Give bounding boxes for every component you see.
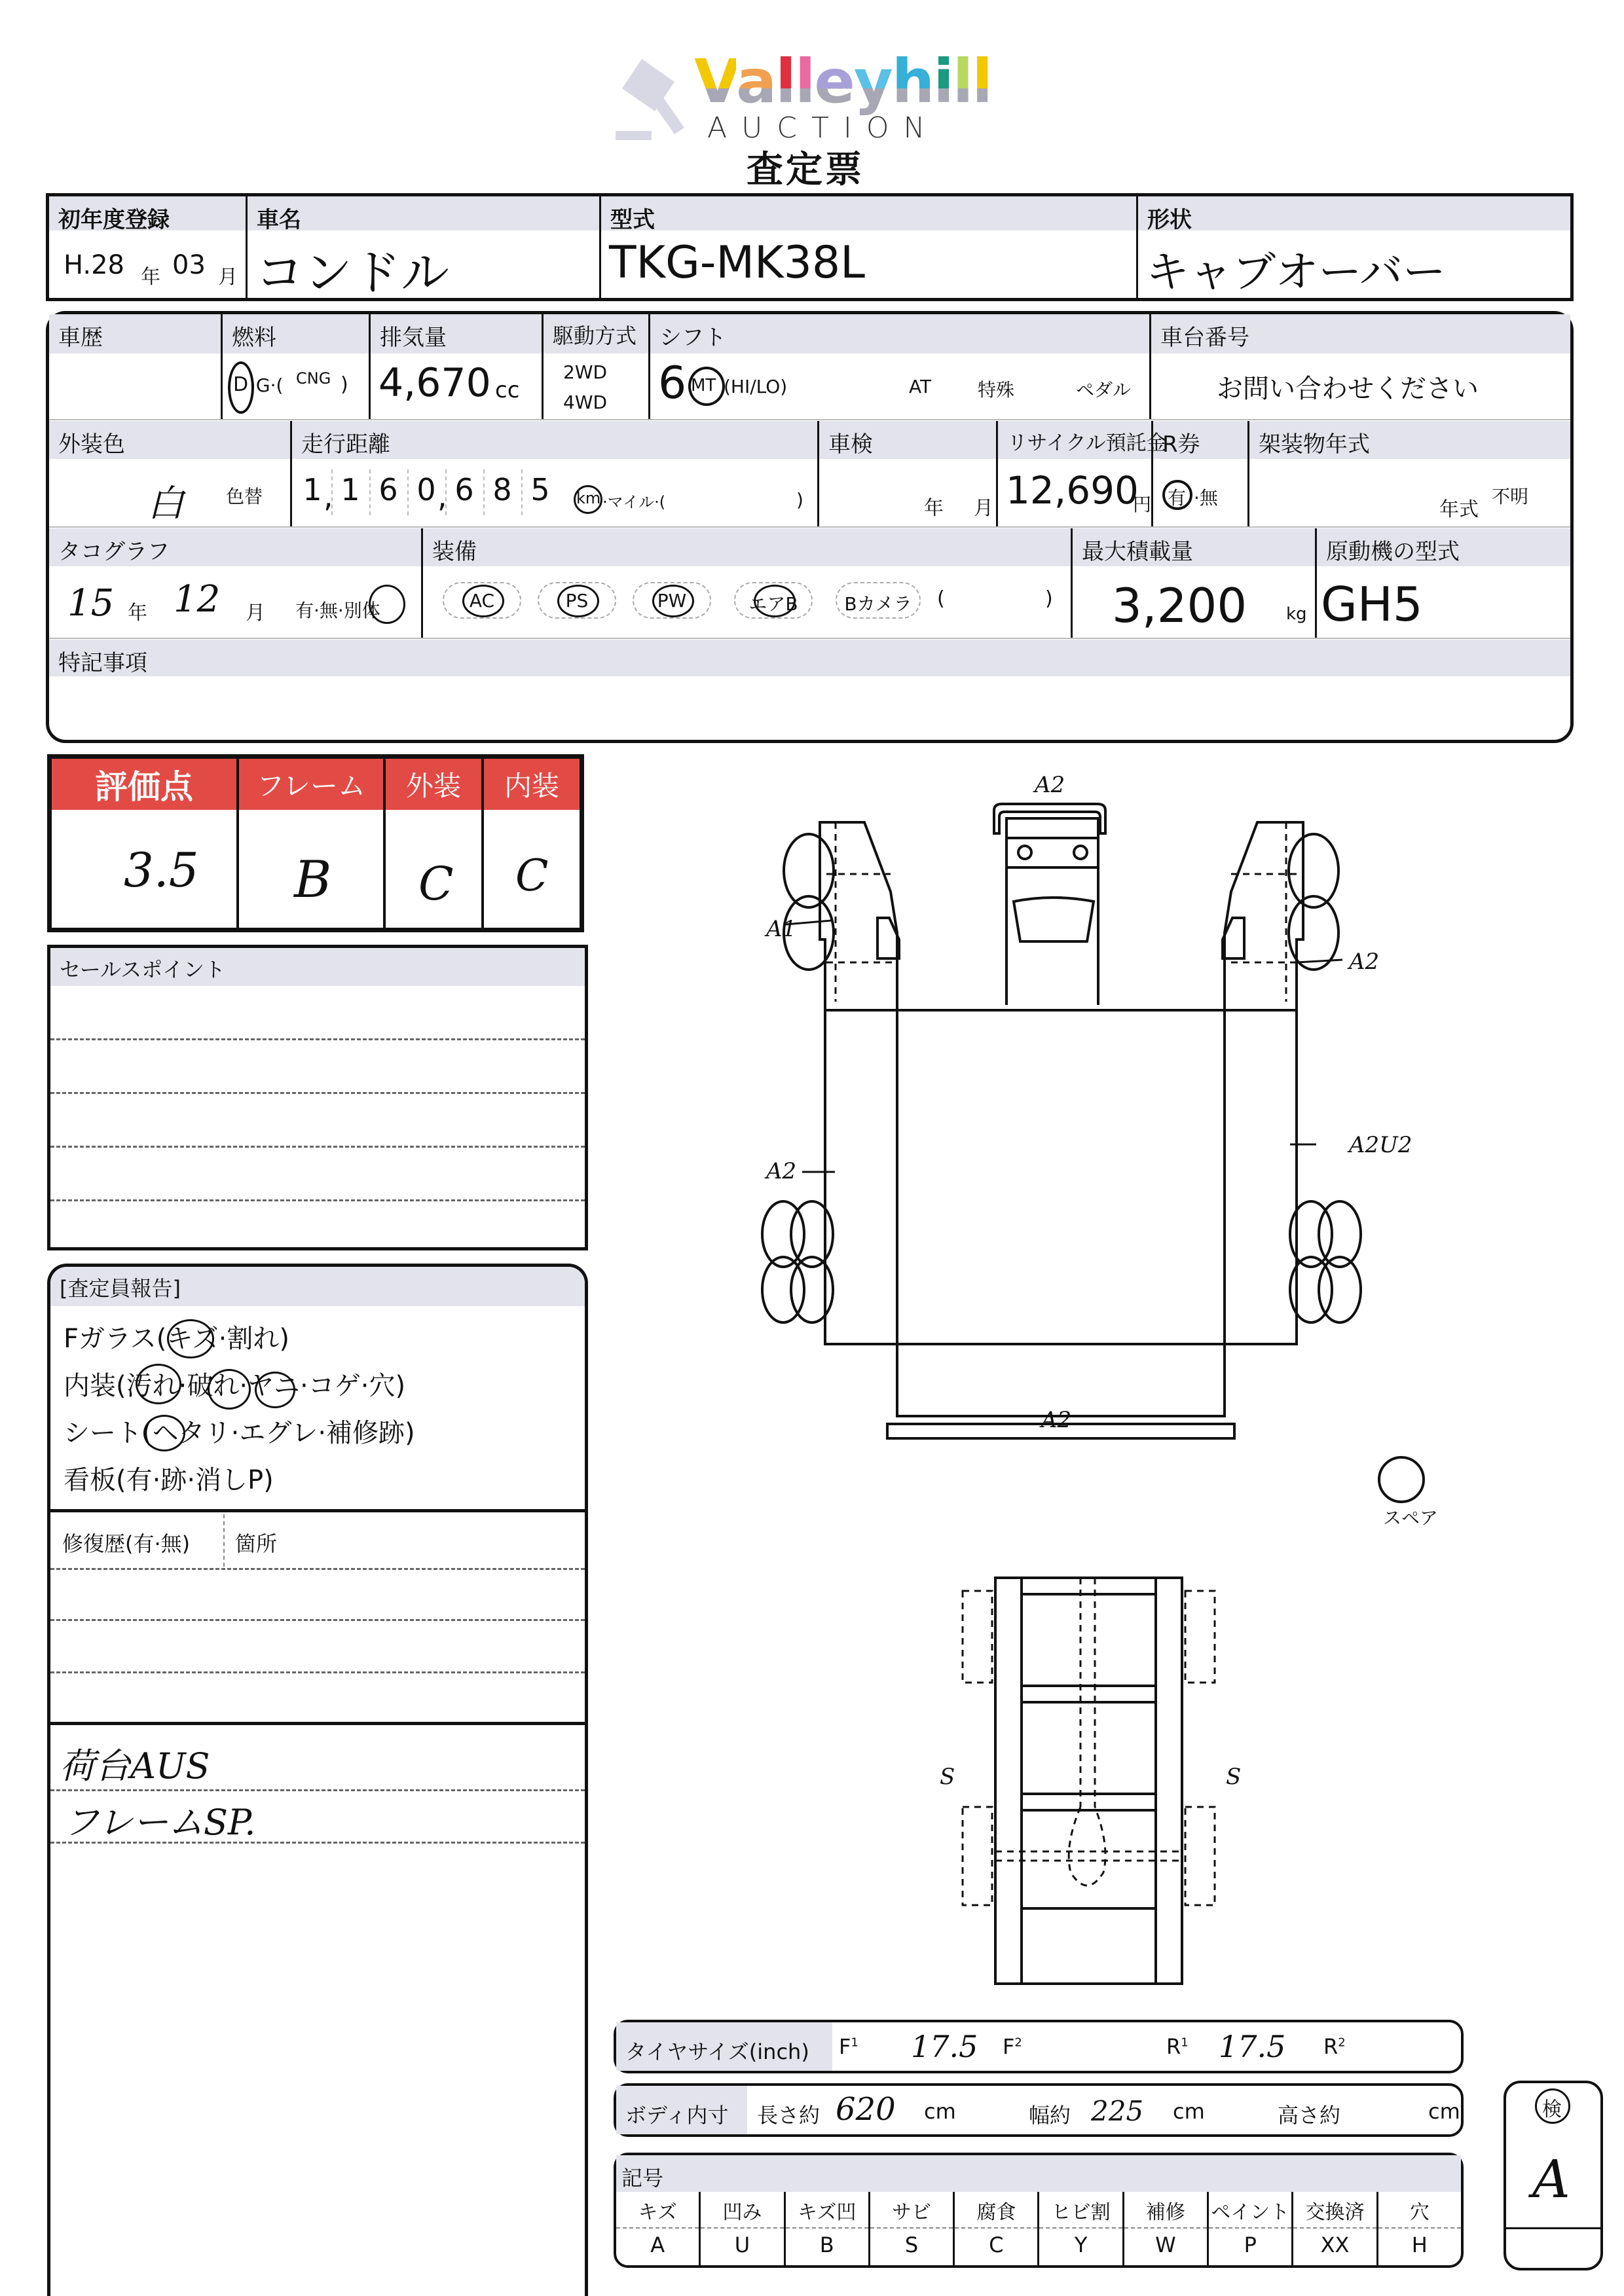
color-value: 白 [147,483,184,525]
tire-f1-label [839,2034,858,2059]
body-width-unit: cm [1173,2099,1205,2124]
equipment-option [633,582,711,619]
symbol-name: キズ凹 [798,2201,857,2224]
symbol-code: S [904,2232,919,2257]
symbol-column [1291,2192,1376,2265]
symbol-name: 交換済 [1305,2201,1365,2224]
mileage-divider [521,469,523,515]
symbol-name: 補修 [1145,2201,1185,2224]
equipment-option [734,582,813,619]
logo-letter: y [853,46,892,117]
tire-f2-letter: F [1003,2034,1015,2059]
symbol-column [1376,2192,1461,2265]
equipment-paren-open: ( [937,587,945,610]
max-load-unit: kg [1286,604,1307,624]
tacho-month-unit: 月 [246,602,265,625]
inspector-signature: A [1532,2149,1570,2210]
logo-sub: AUCTION [707,111,940,145]
mileage-digit: 5 [530,472,550,507]
tire-r1-sup: 1 [1181,2035,1189,2050]
body-length-value: 620 [836,2091,896,2128]
report-handwritten-2: フレームSP. [64,1802,256,1843]
symbol-code: U [734,2232,750,2257]
tire-f2-label [1003,2034,1022,2059]
equipment-selected-circle [754,585,796,617]
model-code [601,196,1136,298]
report-handwritten-1: 荷台AUS [60,1745,210,1787]
top-info-box [46,193,1574,301]
grade-header-overall: 評価点 [52,759,236,810]
color-change-option: 色替 [226,486,263,507]
shift-option-special: 特殊 [978,379,1015,401]
damage-mark: A2 [1035,772,1065,798]
symbol-column [1122,2192,1207,2265]
shift-gears: 6 [658,357,687,409]
symbol-code: W [1155,2232,1176,2257]
symbol-divider [1039,2227,1122,2229]
shape-value: キャブオーバー [1146,247,1447,297]
symbol-divider [616,2227,699,2229]
symbol-code: H [1411,2232,1428,2257]
mileage-divider [407,469,409,515]
mileage [292,421,817,526]
reg-month-unit: 月 [218,266,238,289]
symbol-divider [1293,2227,1376,2229]
body-length-label: 長さ約 [757,2103,821,2128]
shift-label: シフト [659,325,726,351]
symbol-column [784,2192,868,2265]
mileage-unit-mile: ·マイル·( [602,493,666,511]
body-dims-label: ボディ内寸 [625,2103,729,2128]
body-height-label: 高さ約 [1278,2103,1341,2128]
mileage-digit: 8 [492,472,512,507]
mileage-digit: 0 [416,472,436,507]
document-title: 査定票 [747,149,864,191]
notes-label: 特記事項 [58,650,147,676]
report-label: [査定員報告] [60,1276,181,1301]
symbol-divider [786,2227,868,2229]
max-load [1073,528,1315,638]
engine-model [1317,528,1572,638]
rticket-yes: 有 [1168,487,1187,509]
spec-box [46,311,1574,743]
color-label: 外装色 [58,431,125,458]
logo-letter: e [814,46,854,117]
tacho-month: 12 [174,578,221,621]
drive-option-2wd: 2WD [563,361,608,383]
equipment-label: 装備 [432,539,477,565]
equipment-option-label: エアB [748,593,798,615]
body-shape [1138,196,1570,298]
vehicle-inspection [819,421,996,526]
shift-hilo: (HI/LO) [724,376,788,397]
car-name-value: コンドル [255,245,449,301]
symbol-code: A [650,2232,665,2257]
symbol-column [868,2192,953,2265]
symbol-name: ペイント [1211,2201,1290,2224]
mileage-digit: 1 [303,472,322,507]
symbol-column [699,2192,783,2265]
logo-letter: l [972,46,991,117]
drive-system [544,314,648,419]
damage-mark: A2 [1041,1407,1072,1433]
tire-r2-letter: R [1323,2034,1338,2059]
fuel-option-gas: ·G·( [250,374,284,396]
grade-overall-value: 3.5 [124,843,199,898]
model-value: TKG-MK38L [609,237,866,289]
mileage-digit: 6 [378,472,398,507]
symbol-name: サビ [892,2201,932,2224]
symbol-name: キズ [638,2201,677,2224]
tire-r1-label [1166,2034,1189,2059]
symbol-divider [870,2227,953,2229]
report-line-sign: 看板(有·跡·消しP) [64,1465,274,1495]
repair-history-label: 修復歴(有·無) [62,1531,191,1556]
logo-brand [694,46,991,118]
equipment-paren-close: ) [1045,587,1053,610]
shift-type [650,314,1149,419]
car-name [248,196,599,301]
symbol-code: C [989,2232,1004,2257]
sales-point-label: セールスポイント [60,957,226,982]
symbol-code: Y [1074,2232,1088,2257]
max-load-value: 3,200 [1112,578,1247,633]
gavel-icon [616,46,688,144]
cab-front [1006,818,1098,838]
tire-r1-letter: R [1166,2034,1181,2059]
recycle-label: リサイクル預託金 [1007,431,1167,455]
tire-f1-value: 17.5 [911,2029,978,2064]
first-registration-label: 初年度登録 [58,207,170,233]
mileage-divider [331,469,333,515]
tacho-year-unit: 年 [128,602,147,625]
chassis-frame [995,1578,1182,1984]
mark-circle [143,1415,185,1451]
symbol-divider [1124,2227,1207,2229]
fuel-type [223,314,369,419]
equipment-option-label: PW [657,590,687,611]
damage-mark: A2U2 [1349,1132,1412,1158]
logo-letter: i [933,46,953,117]
recycle-value: 12,690 [1006,468,1139,513]
reg-month: 03 [172,250,206,280]
tacho-label: タコグラフ [58,539,170,565]
body-year-unit: 年式 [1439,498,1479,521]
displacement-unit: cc [495,377,520,403]
mileage-comma: , [437,479,447,514]
engine-label: 原動機の型式 [1326,539,1460,565]
special-notes [49,640,1570,740]
mileage-digit: 1 [341,472,360,507]
recycle-deposit [998,421,1167,526]
symbol-code: B [819,2232,834,2257]
shape-label: 形状 [1147,207,1192,233]
inspection-stamp-label: 検 [1542,2098,1562,2121]
symbol-divider [701,2227,783,2229]
grades-box [47,754,584,932]
grade-header-frame: フレーム [239,759,383,810]
displacement-label: 排気量 [380,325,447,351]
report-line-glass: Fガラス(キズ·割れ) [64,1324,289,1354]
rear-section [897,1344,1225,1416]
mark-circle [255,1372,295,1408]
vehicle-history-label: 車歴 [58,325,103,351]
grade-frame-value: B [294,850,332,909]
equipment-option-label: Bカメラ [844,593,912,615]
equipment [423,528,1071,638]
windshield [1014,898,1094,941]
damage-mark: A2 [1349,949,1380,975]
reg-year-unit: 年 [141,266,160,289]
body-dimensions-box [614,2083,1464,2137]
tire-r2-label [1323,2034,1346,2059]
displacement [371,314,542,419]
symbol-column [953,2192,1037,2265]
chassis-number [1151,314,1570,419]
mileage-digit: 6 [454,472,474,507]
spare-tire [1379,1457,1424,1502]
grade-header-interior: 内装 [484,759,580,810]
tire-f1-sup: 1 [851,2035,858,2050]
mark-circle [167,1319,214,1358]
reg-era-year: H.28 [64,250,124,280]
inspection-month-unit: 月 [974,497,993,520]
tacho-selected-circle [369,585,405,624]
grade-exterior-value: C [418,857,454,911]
symbol-code: P [1244,2232,1257,2257]
fuel-paren-close: ) [341,373,348,396]
equipment-option-label: AC [469,590,495,611]
fuel-label: 燃料 [232,325,276,351]
tire-f2-sup: 2 [1014,2035,1022,2050]
logo-letter: l [952,46,972,117]
max-load-label: 最大積載量 [1082,539,1193,565]
engine-value: GH5 [1321,577,1423,632]
shift-option-pedal: ペダル [1076,379,1132,401]
tacho-options: 有·無·別体 [295,600,380,621]
logo-letter: h [891,46,934,117]
symbol-column [1037,2192,1122,2265]
body-width-label: 幅約 [1029,2103,1071,2128]
equipment-option-label: PS [565,590,589,611]
symbols-label: 記号 [621,2166,664,2191]
spare-label: スペア [1383,1507,1439,1529]
body-width-value: 225 [1091,2095,1144,2127]
mileage-comma: , [323,479,333,514]
tire-label: タイヤサイズ(inch) [625,2039,809,2064]
tacho-year: 15 [67,582,115,625]
grade-header-exterior: 外装 [386,759,481,810]
body-year [1249,421,1570,526]
equipment-selected-circle [652,585,694,617]
mark-circle [136,1364,181,1404]
tire-size-box [614,2020,1464,2073]
model-label: 型式 [610,207,655,233]
first-registration [49,196,246,298]
body-length-unit: cm [924,2099,956,2124]
car-name-label: 車名 [257,207,301,233]
displacement-value: 4,670 [378,360,491,406]
damage-mark: A2 [766,1158,797,1184]
symbol-name: 腐食 [976,2201,1016,2224]
fuel-option-cng: CNG [296,369,331,388]
chassis-value: お問い合わせください [1217,374,1479,404]
body-year-label: 架装物年式 [1259,431,1370,458]
symbol-divider [1209,2227,1291,2229]
sales-point-box [47,945,588,1250]
mark-circle [208,1369,251,1410]
mileage-label: 走行距離 [301,431,390,458]
logo-letter: a [736,46,776,117]
equipment-selected-circle [557,585,599,617]
inspector-stamp-box [1504,2081,1603,2270]
report-line-seat: シート(ヘタリ·エグレ·補修跡) [64,1418,415,1448]
symbol-column [1207,2192,1291,2265]
symbol-name: ヒビ割 [1051,2201,1111,2224]
mileage-divider [369,469,371,515]
chassis-label: 車台番号 [1160,325,1249,351]
drive-label: 駆動方式 [553,323,637,348]
rticket-no: ·無 [1194,487,1218,509]
logo-letter: V [694,46,737,117]
exterior-color [49,421,290,526]
fuel-option-diesel: D [233,373,249,396]
rticket-label: R券 [1162,431,1200,458]
tire-r1-value: 17.5 [1219,2029,1286,2064]
vehicle-history [49,314,221,419]
equipment-option [836,582,921,619]
symbol-name: 凹み [722,2201,762,2224]
equipment-selected-circle [462,585,504,617]
symbol-divider [1378,2227,1461,2229]
body-year-unknown: 不明 [1492,486,1529,507]
symbol-divider [955,2227,1037,2229]
mileage-paren-close: ) [796,489,803,511]
frame-mark: S [1226,1764,1242,1790]
equipment-option [538,582,616,619]
inspector-report-box [47,1264,588,2296]
symbol-name: 穴 [1409,2201,1430,2224]
tire-r2-sup: 2 [1338,2035,1346,2050]
symbol-code: XX [1320,2232,1350,2257]
symbols-legend-box [614,2153,1464,2268]
mileage-unit-km: km [576,489,601,507]
inspection-year-unit: 年 [924,497,944,520]
mileage-divider [445,469,447,515]
mileage-divider [483,469,485,515]
vehicle-damage-diagram [766,772,1493,1984]
damage-mark: A1 [766,916,797,942]
shift-option-mt: MT [691,376,716,395]
symbol-column [616,2192,699,2265]
shift-option-at: AT [909,376,932,397]
grade-interior-value: C [515,850,549,901]
recycle-unit: 円 [1133,494,1152,515]
repair-place-label: 箇所 [235,1531,278,1556]
tire-f1-letter: F [839,2034,851,2059]
tachograph [49,528,421,638]
symbols-grid [616,2192,1461,2265]
equipment-option [443,582,521,619]
report-line-interior: 内装(汚れ·破れ·ヤニ·コゲ·穴) [64,1371,406,1401]
body-height-unit: cm [1428,2099,1460,2124]
frame-mark: S [940,1764,955,1790]
drive-option-4wd: 4WD [563,392,608,413]
inspection-label: 車検 [828,431,873,458]
logo-letter: l [794,46,815,117]
recycle-ticket [1153,421,1247,526]
logo-letter: l [775,46,795,117]
equipment-items [423,578,1071,630]
